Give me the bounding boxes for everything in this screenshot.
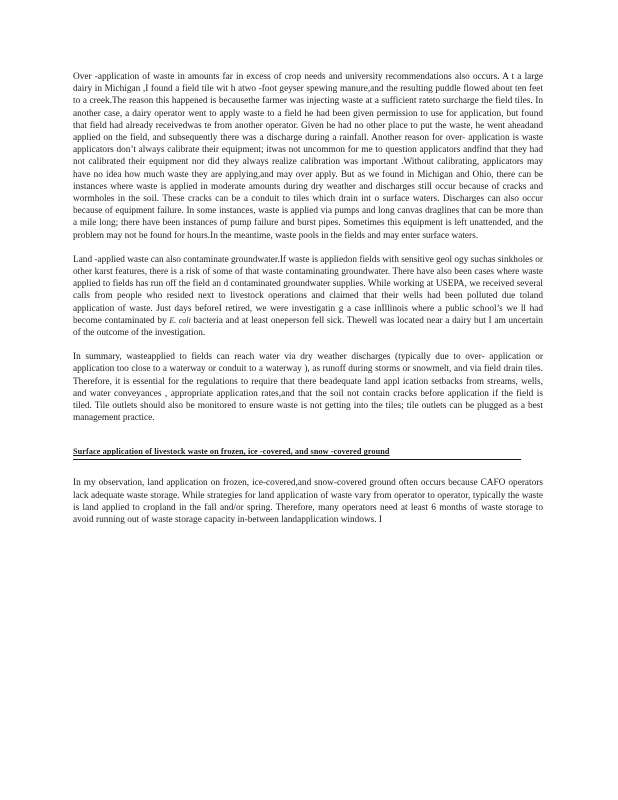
document-body (73, 71, 543, 526)
paragraph-over-application: Over -application of waste in amounts far in excess of crop needs and university recommendations also occurs. A t a large dairy in Michigan ,I found a field tile wit h atwo -foot geyser spewing manure,and the resulting puddle flowed about ten feet to a creek.The reason this happened is becausethe farmer was injecting waste at a sufficient rateto surcharge the field tiles. In another case, a dairy operator went to apply waste to a field he had been given permission to use for application, but found that field had already receivedwas te from another operator. Given he had no other place to put the waste, he went aheadand applied on the field, and subsequently there was a discharge during a rainfall. Another reason for over- application is waste applicators don’t always calibrate their equipment; itwas not uncommon for me to question applicators andfind that they had not calibrated their equipment nor did they always realize calibration was important .Without calibrating, applicators may have no idea how much waste they are applying,and may over apply. But as we found in Michigan and Ohio, there can be instances where waste is applied in moderate amounts during dry weather and discharges still occur because of cracks and wormholes in the soil. These cracks can be a conduit to tiles which drain int o surface waters. Discharges can also occur because of equipment failure. In some instances, waste is applied via pumps and long canvas draglines that can be more than a mile long; there have been instances of pump failure and burst pipes. Sometimes this equipment is left unattended, and the problem may not be found for hours.In the meantime, waste pools in the fields and may enter surface waters. (73, 72, 543, 241)
paragraph-frozen-ground: In my observation, land application on frozen, ice-covered,and snow-covered ground often occurs because CAFO operators lack adequate waste storage. While strategies for land application of waste vary from operator to operator, typically the waste is land applied to cropland in the fall and/or spring. Therefore, many operators need at least 6 months of waste storage to avoid running out of waste storage capacity in-between landapplication windows. I (73, 478, 543, 526)
groundwater-text-start: Land -applied waste can also contaminate groundwater.If waste is appliedon fields with sensitive geol ogy suchas sinkholes or other karst features, there is a risk of some of that waste contaminating groundwater. There have also been cases where waste applied to fields has run off the field an d contaminated groundwater supplies. While working at USEPA, we received several calls from people who resided next to livestock operations and claimed that their wells had been polluted due toland application of waste. Just days beforeI retired, we were investigatin g a case inIllinois where a public school’s we ll had become contaminated by (73, 254, 543, 326)
e-coli-italic: E. coli (169, 315, 191, 325)
paragraph-groundwater (73, 254, 543, 339)
paragraph-summary: In summary, wasteapplied to fields can reach water via dry weather discharges (typically due to over- application or application too close to a waterway or conduit to a waterway ), as runoff during storms or snowmelt, and via field drain tiles. Therefore, it is essential for the regulations to require that there beadequate land appl ication setbacks from streams, wells, and water conveyances , appropriate application rates,and that the soil not contain cracks before application if the field is tiled. Tile outlets should also be monitored to ensure waste is not getting into the tiles; tile outlets can be plugged as a best management practice. (73, 352, 543, 424)
section-heading-block (73, 446, 521, 460)
groundwater-text-end: bacteria and at least oneperson fell sick. Thewell was located near a dairy but I am uncertain of the outcome of the investigation. (73, 315, 544, 339)
section-heading: Surface application of livestock waste on frozen, ice -covered, and snow -covered ground (73, 447, 390, 457)
